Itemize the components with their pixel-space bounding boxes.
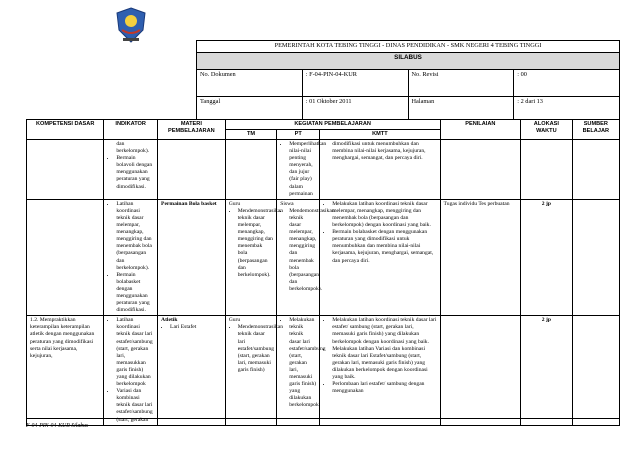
- list-item: • Latihan koordinasi teknik dasar lari estafet/sambung (start, gerakan lari, memasukkan garis finish) yang dilakukan berkelompok: [116, 317, 154, 388]
- document-page: [26, 40, 620, 426]
- cell-penilaian: [440, 316, 521, 425]
- cell-tm: [225, 140, 277, 200]
- doc-number-label: No. Dokumen: [197, 70, 303, 97]
- cell-tm: [225, 316, 284, 425]
- col-alokasi: ALOKASI WAKTU: [521, 120, 573, 140]
- page-value: : 2 dari 13: [514, 97, 620, 124]
- cell-kmtt: [320, 199, 440, 316]
- cell-alokasi: [521, 140, 573, 200]
- page-title: SILABUS: [197, 53, 620, 70]
- list-item: • Mendemonstrasikan teknik dasar melempar, menangkap, menggiring dan menembak bola (berpasangan dan berkelompok).: [289, 208, 316, 293]
- col-kmtt: KMTT: [320, 130, 440, 140]
- cell-materi: Permainan Bola basket: [158, 199, 226, 316]
- list-item: • Mendemonstrasikan teknik dasar melempar, menangkap, menggiring dan menembak bola (berpasangan dan berkelompok).: [238, 208, 274, 279]
- list-item: • Melakukan latihan koordinasi teknik dasar lari estafet/ sambung (start, gerakan lari, memasuki garis finish) yang dilakukan berkelompok dengan koordinasi yang baik.: [332, 317, 436, 345]
- list-item: • Latihan koordinasi teknik dasar melempar, menangkap, menggiring dan menembak bola (berpasangan dan berkelompok).: [116, 201, 154, 272]
- footer-text: F-04-PIN-04-KUR Silabus: [26, 423, 89, 429]
- government-line: PEMERINTAH KOTA TEBING TINGGI - DINAS PENDIDIKAN - SMK NEGERI 4 TEBING TINGGI: [197, 41, 620, 53]
- list-item: • Bermain bolavoli dengan menggunakan peraturan yang dimodifikasi.: [116, 155, 154, 190]
- doc-number-value: : F-04-PIN-04-KUR: [302, 70, 408, 97]
- list-item: • Memperlihatkan nilai-nilai penting menyerah, dan jujur (fair play) dalam permainan: [289, 141, 316, 198]
- cell-penilaian: [440, 140, 521, 200]
- document-header: [26, 40, 620, 124]
- cell-kd: [27, 199, 104, 316]
- cell-materi: [158, 316, 226, 425]
- school-logo: [114, 6, 148, 44]
- col-materi: MATERI PEMBELAJARAN: [158, 120, 226, 140]
- list-item: • Mendemonstrasikan teknik dasar lari estafet/sambung (start, gerakan lari, memasuki garis finish): [238, 324, 274, 374]
- table-row: [27, 199, 620, 316]
- col-kompetensi: KOMPETENSI DASAR: [27, 120, 104, 140]
- tm-actor: Guru: [228, 317, 241, 324]
- cell-kd: 1.2. Mempraktikkan keterampilan keterampilan atletik dengan menggunakan peraturan yang dimodifikasi serta nilai kerjasama, kejujuran,: [27, 316, 104, 425]
- list-item: • Bermain bolabasket dengan menggunakan peraturan yang dimodifikasi untuk menumbuhkan dan membina nilai-nilai kerjasama, kejujuran, menghargai, semangat, dan percaya diri.: [332, 229, 436, 264]
- cell-sumber: [572, 316, 619, 425]
- revision-label: No. Revisi: [408, 70, 514, 97]
- cell-kmtt: [320, 140, 440, 200]
- cell-pt: [277, 140, 327, 200]
- cell-penilaian: Tugas individu Tes perbuatan: [440, 199, 521, 316]
- indikator-continued: dan berkelompok).: [116, 141, 150, 155]
- cell-sumber: [572, 199, 619, 316]
- revision-value: : 00: [514, 70, 620, 97]
- cell-indikator: [104, 140, 158, 200]
- col-indikator: INDIKATOR: [104, 120, 158, 140]
- cell-alokasi: 2 jp: [521, 316, 573, 425]
- col-tm: TM: [225, 130, 277, 140]
- cell-pt: [277, 199, 335, 316]
- col-kegiatan: KEGIATAN PEMBELAJARAN: [225, 120, 440, 130]
- cell-sumber: [572, 140, 619, 200]
- footer-divider: [26, 418, 620, 419]
- list-item: • Melakukan teknik teknik dasar lari estafet/sambung (start, gerakan lari, memasuki garis finish) yang dilakukan berkelompok: [289, 317, 316, 409]
- list-item: • Melakukan latihan koordinasi teknik dasar melempar, menangkap, menggiring dan menembak bola (berpasangan dan berkelompok) dengan koordinasi yang baik.: [332, 201, 436, 229]
- list-item: • Bermain bolabasket dengan menggunakan peraturan yang dimodifikasi.: [116, 272, 154, 315]
- pt-actor: Siswa: [280, 200, 294, 207]
- kmtt-continued: dimodifikasi untuk menumbuhkan dan membina nilai-nilai kerjasama, kejujuran, menghargai, semangat, dan percaya diri.: [332, 141, 426, 162]
- cell-kmtt: [320, 316, 440, 425]
- list-item: • Variasi dan kombinasi teknik dasar lari estafet/sambung (start, gerakan: [116, 388, 154, 423]
- table-row: [27, 140, 620, 200]
- list-item: • Melakukan latihan Variasi dan kombinasi teknik dasar lari Estafet/sambung (start, gerakan lari, memasuki garis finish) yang dilakukan berkelompok dengan koordinasi yang baik.: [332, 346, 436, 381]
- materi-title: Atletik: [161, 317, 178, 324]
- tm-actor: Guru: [228, 200, 241, 207]
- cell-pt: [277, 316, 326, 425]
- cell-alokasi: 2 jp: [521, 199, 573, 316]
- syllabus-table: [26, 119, 620, 426]
- date-label: Tanggal: [197, 97, 303, 124]
- cell-kd: [27, 140, 104, 200]
- table-row: [27, 316, 620, 425]
- cell-indikator: [104, 199, 158, 316]
- col-pt: PT: [277, 130, 320, 140]
- cell-indikator: [104, 316, 158, 425]
- date-value: : 01 Oktober 2011: [302, 97, 408, 124]
- col-penilaian: PENILAIAN: [440, 120, 521, 140]
- cell-materi: [158, 140, 226, 200]
- col-sumber: SUMBER BELAJAR: [572, 120, 619, 140]
- list-item: • Lari Estafet: [170, 324, 222, 331]
- page-label: Halaman: [408, 97, 514, 124]
- list-item: • Perlombaan lari estafet/ sambung dengan menggunakan: [332, 381, 436, 395]
- cell-tm: [225, 199, 284, 316]
- logo-cell: [26, 40, 196, 124]
